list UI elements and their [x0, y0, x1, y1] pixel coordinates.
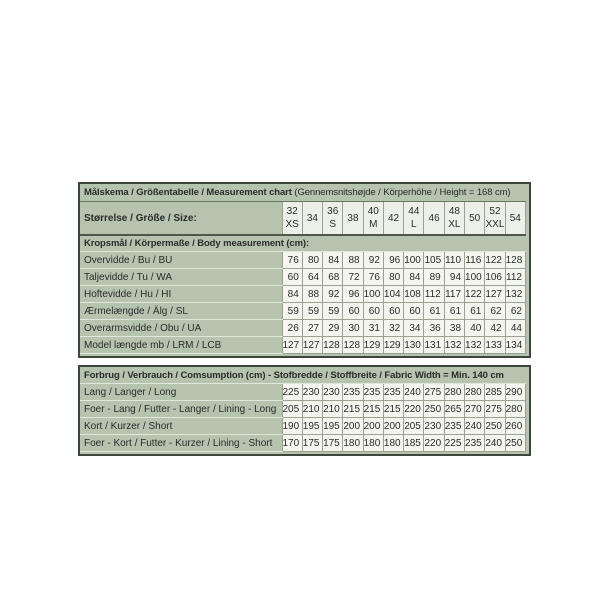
- value-cell: 92: [363, 252, 383, 269]
- value-cell: 180: [343, 435, 363, 452]
- value-cell: 200: [383, 418, 403, 435]
- value-cell: 200: [343, 418, 363, 435]
- value-cell: 27: [302, 320, 322, 337]
- table-row: [80, 337, 526, 354]
- value-cell: 112: [505, 269, 525, 286]
- measurement-chart: [78, 182, 531, 456]
- value-cell: 60: [343, 303, 363, 320]
- section-header-row: [80, 235, 526, 252]
- value-cell: 230: [302, 384, 322, 401]
- value-cell: 60: [404, 303, 424, 320]
- value-cell: 100: [465, 269, 485, 286]
- value-cell: 128: [323, 337, 343, 354]
- value-cell: 280: [505, 401, 525, 418]
- value-cell: 127: [282, 337, 302, 354]
- value-cell: 235: [343, 384, 363, 401]
- value-cell: 180: [383, 435, 403, 452]
- table-row: [80, 286, 526, 303]
- value-cell: 240: [465, 418, 485, 435]
- size-column-header: 34: [302, 202, 322, 236]
- value-cell: 250: [505, 435, 525, 452]
- table-row: [80, 384, 526, 401]
- table-row: [80, 401, 526, 418]
- table-title-row: [80, 184, 526, 202]
- value-cell: 195: [302, 418, 322, 435]
- value-cell: 62: [485, 303, 505, 320]
- value-cell: 170: [282, 435, 302, 452]
- value-cell: 205: [282, 401, 302, 418]
- value-cell: 61: [465, 303, 485, 320]
- value-cell: 89: [424, 269, 444, 286]
- value-cell: 116: [465, 252, 485, 269]
- value-cell: 210: [323, 401, 343, 418]
- row-label: Overvidde / Bu / BU: [80, 252, 282, 269]
- value-cell: 185: [404, 435, 424, 452]
- table-row: [80, 320, 526, 337]
- value-cell: 280: [444, 384, 464, 401]
- value-cell: 270: [465, 401, 485, 418]
- value-cell: 92: [323, 286, 343, 303]
- value-cell: 127: [485, 286, 505, 303]
- value-cell: 68: [323, 269, 343, 286]
- row-label: Overarmsvidde / Obu / UA: [80, 320, 282, 337]
- value-cell: 40: [465, 320, 485, 337]
- value-cell: 60: [383, 303, 403, 320]
- value-cell: 84: [323, 252, 343, 269]
- value-cell: 250: [485, 418, 505, 435]
- row-label: Taljevidde / Tu / WA: [80, 269, 282, 286]
- value-cell: 235: [383, 384, 403, 401]
- value-cell: 200: [363, 418, 383, 435]
- value-cell: 42: [485, 320, 505, 337]
- value-cell: 195: [323, 418, 343, 435]
- size-column-header: 54: [505, 202, 525, 236]
- value-cell: 250: [424, 401, 444, 418]
- value-cell: 44: [505, 320, 525, 337]
- size-column-header: 40 M: [363, 202, 383, 236]
- table-row: [80, 269, 526, 286]
- value-cell: 130: [404, 337, 424, 354]
- value-cell: 265: [444, 401, 464, 418]
- value-cell: 100: [363, 286, 383, 303]
- value-cell: 31: [363, 320, 383, 337]
- value-cell: 30: [343, 320, 363, 337]
- value-cell: 132: [465, 337, 485, 354]
- value-cell: 275: [424, 384, 444, 401]
- size-column-header: 46: [424, 202, 444, 236]
- value-cell: 59: [302, 303, 322, 320]
- value-cell: 62: [505, 303, 525, 320]
- row-label: Ærmelængde / Älg / SL: [80, 303, 282, 320]
- value-cell: 122: [465, 286, 485, 303]
- size-column-header: 42: [383, 202, 403, 236]
- row-label: Foer - Kort / Futter - Kurzer / Lining - Short: [80, 435, 282, 452]
- value-cell: 225: [444, 435, 464, 452]
- value-cell: 76: [282, 252, 302, 269]
- consumption-header-row: [80, 367, 526, 384]
- row-label: Model længde mb / LRM / LCB: [80, 337, 282, 354]
- row-label: Kort / Kurzer / Short: [80, 418, 282, 435]
- value-cell: 64: [302, 269, 322, 286]
- value-cell: 132: [444, 337, 464, 354]
- size-column-header: 44 L: [404, 202, 424, 236]
- value-cell: 235: [465, 435, 485, 452]
- value-cell: 190: [282, 418, 302, 435]
- table-row: [80, 435, 526, 452]
- value-cell: 127: [302, 337, 322, 354]
- value-cell: 88: [343, 252, 363, 269]
- value-cell: 72: [343, 269, 363, 286]
- value-cell: 76: [363, 269, 383, 286]
- size-row-label: Størrelse / Größe / Size:: [80, 202, 282, 236]
- value-cell: 285: [485, 384, 505, 401]
- value-cell: 230: [323, 384, 343, 401]
- value-cell: 134: [505, 337, 525, 354]
- size-column-header: 38: [343, 202, 363, 236]
- value-cell: 105: [424, 252, 444, 269]
- value-cell: 205: [404, 418, 424, 435]
- size-header-row: [80, 202, 526, 236]
- value-cell: 29: [323, 320, 343, 337]
- table-row: [80, 303, 526, 320]
- value-cell: 175: [323, 435, 343, 452]
- value-cell: 32: [383, 320, 403, 337]
- row-label: Hoftevidde / Hu / HI: [80, 286, 282, 303]
- value-cell: 129: [363, 337, 383, 354]
- consumption-header: Forbrug / Verbrauch / Comsumption (cm) - Stofbredde / Stoffbreite / Fabric Width = Min. 140 cm: [80, 367, 526, 384]
- value-cell: 106: [485, 269, 505, 286]
- value-cell: 60: [282, 269, 302, 286]
- table-title: Målskema / Größentabelle / Measurement chart: [84, 187, 292, 198]
- value-cell: 60: [363, 303, 383, 320]
- size-column-header: 52 XXL: [485, 202, 505, 236]
- value-cell: 220: [424, 435, 444, 452]
- value-cell: 280: [465, 384, 485, 401]
- value-cell: 230: [424, 418, 444, 435]
- value-cell: 59: [323, 303, 343, 320]
- value-cell: 132: [505, 286, 525, 303]
- value-cell: 84: [404, 269, 424, 286]
- value-cell: 235: [363, 384, 383, 401]
- value-cell: 260: [505, 418, 525, 435]
- value-cell: 34: [404, 320, 424, 337]
- value-cell: 117: [444, 286, 464, 303]
- value-cell: 110: [444, 252, 464, 269]
- size-column-header: 50: [465, 202, 485, 236]
- value-cell: 80: [302, 252, 322, 269]
- value-cell: 122: [485, 252, 505, 269]
- value-cell: 210: [302, 401, 322, 418]
- value-cell: 59: [282, 303, 302, 320]
- value-cell: 128: [505, 252, 525, 269]
- value-cell: 215: [343, 401, 363, 418]
- section-header: Kropsmål / Körpermaße / Body measurement (cm):: [80, 235, 526, 252]
- value-cell: 94: [444, 269, 464, 286]
- value-cell: 112: [424, 286, 444, 303]
- value-cell: 88: [302, 286, 322, 303]
- size-column-header: 36 S: [323, 202, 343, 236]
- value-cell: 175: [302, 435, 322, 452]
- measurement-table: [80, 184, 526, 354]
- value-cell: 240: [404, 384, 424, 401]
- value-cell: 129: [383, 337, 403, 354]
- value-cell: 225: [282, 384, 302, 401]
- value-cell: 100: [404, 252, 424, 269]
- value-cell: 215: [383, 401, 403, 418]
- value-cell: 215: [363, 401, 383, 418]
- value-cell: 180: [363, 435, 383, 452]
- table-row: [80, 252, 526, 269]
- value-cell: 26: [282, 320, 302, 337]
- fabric-consumption-table: [78, 365, 531, 456]
- value-cell: 104: [383, 286, 403, 303]
- value-cell: 61: [444, 303, 464, 320]
- value-cell: 133: [485, 337, 505, 354]
- value-cell: 128: [343, 337, 363, 354]
- table-row: [80, 418, 526, 435]
- consumption-table: [80, 367, 526, 452]
- value-cell: 131: [424, 337, 444, 354]
- value-cell: 108: [404, 286, 424, 303]
- value-cell: 240: [485, 435, 505, 452]
- value-cell: 61: [424, 303, 444, 320]
- row-label: Lang / Langer / Long: [80, 384, 282, 401]
- row-label: Foer - Lang / Futter - Langer / Lining - Long: [80, 401, 282, 418]
- value-cell: 290: [505, 384, 525, 401]
- value-cell: 220: [404, 401, 424, 418]
- value-cell: 275: [485, 401, 505, 418]
- size-column-header: 48 XL: [444, 202, 464, 236]
- value-cell: 96: [383, 252, 403, 269]
- value-cell: 80: [383, 269, 403, 286]
- size-column-header: 32 XS: [282, 202, 302, 236]
- value-cell: 38: [444, 320, 464, 337]
- value-cell: 36: [424, 320, 444, 337]
- value-cell: 235: [444, 418, 464, 435]
- table-title-note: (Gennemsnitshøjde / Körperhöhe / Height = 168 cm): [294, 187, 511, 198]
- value-cell: 96: [343, 286, 363, 303]
- value-cell: 84: [282, 286, 302, 303]
- body-measurement-table: [78, 182, 531, 358]
